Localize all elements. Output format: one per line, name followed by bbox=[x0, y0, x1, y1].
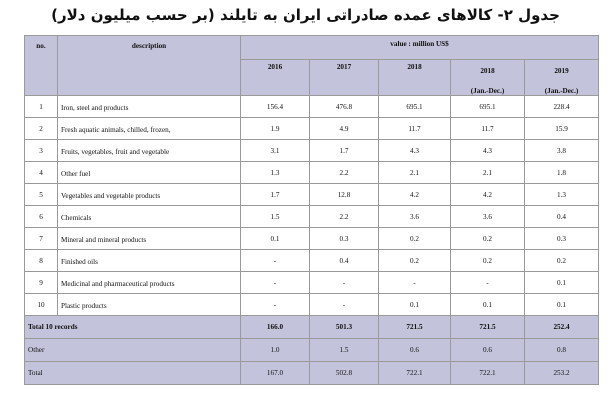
row-description: Medicinal and pharmaceutical products bbox=[58, 272, 241, 294]
row-value: - bbox=[310, 272, 379, 294]
row-value: 4.3 bbox=[379, 140, 451, 162]
row-value: 2.1 bbox=[451, 162, 525, 184]
exports-table bbox=[24, 35, 599, 385]
row-value: 2.2 bbox=[310, 206, 379, 228]
col-header-value-group: value : million US$ bbox=[241, 36, 599, 60]
row-value: 0.1 bbox=[525, 294, 599, 316]
table-row bbox=[25, 206, 599, 228]
row-value: 1.7 bbox=[241, 184, 310, 206]
row-value: 695.1 bbox=[451, 96, 525, 118]
total-10-records-row-label: Total 10 records bbox=[25, 316, 241, 339]
row-value: 1.3 bbox=[241, 162, 310, 184]
row-value: 1.3 bbox=[525, 184, 599, 206]
row-value: 3.6 bbox=[451, 206, 525, 228]
row-description: Vegetables and vegetable products bbox=[58, 184, 241, 206]
table-row bbox=[25, 184, 599, 206]
row-value: 156.4 bbox=[241, 96, 310, 118]
row-description: Mineral and mineral products bbox=[58, 228, 241, 250]
page-title: جدول ۲- کالاهای عمده صادراتی ایران به تایلند (بر حسب میلیون دلار) bbox=[51, 6, 560, 24]
total-row-value: 722.1 bbox=[451, 362, 525, 385]
row-value: 0.2 bbox=[379, 250, 451, 272]
row-value: 2.2 bbox=[310, 162, 379, 184]
other-row-value: 0.6 bbox=[451, 339, 525, 362]
row-value: 3.8 bbox=[525, 140, 599, 162]
total-10-records-row bbox=[25, 316, 599, 339]
row-value: 11.7 bbox=[379, 118, 451, 140]
table-row bbox=[25, 118, 599, 140]
row-value: 11.7 bbox=[451, 118, 525, 140]
row-no: 3 bbox=[25, 140, 58, 162]
table-row bbox=[25, 96, 599, 118]
row-value: - bbox=[241, 272, 310, 294]
row-value: 0.2 bbox=[451, 228, 525, 250]
table-row bbox=[25, 162, 599, 184]
row-value: 3.6 bbox=[379, 206, 451, 228]
total-10-records-row-value: 721.5 bbox=[379, 316, 451, 339]
table-row bbox=[25, 250, 599, 272]
table-row bbox=[25, 228, 599, 250]
col-header-year: 2016 bbox=[241, 60, 310, 96]
total-row-value: 722.1 bbox=[379, 362, 451, 385]
table-row bbox=[25, 272, 599, 294]
row-value: 3.1 bbox=[241, 140, 310, 162]
row-description: Chemicals bbox=[58, 206, 241, 228]
row-no: 5 bbox=[25, 184, 58, 206]
row-description: Other fuel bbox=[58, 162, 241, 184]
row-value: 2.1 bbox=[379, 162, 451, 184]
row-value: 1.8 bbox=[525, 162, 599, 184]
row-value: - bbox=[451, 272, 525, 294]
row-description: Fruits, vegetables, fruit and vegetable bbox=[58, 140, 241, 162]
row-no: 6 bbox=[25, 206, 58, 228]
col-header-description: description bbox=[58, 36, 241, 96]
total-row bbox=[25, 362, 599, 385]
row-value: 1.7 bbox=[310, 140, 379, 162]
row-value: 4.2 bbox=[379, 184, 451, 206]
total-10-records-row-value: 721.5 bbox=[451, 316, 525, 339]
other-row-value: 1.0 bbox=[241, 339, 310, 362]
row-no: 10 bbox=[25, 294, 58, 316]
total-row-value: 502.8 bbox=[310, 362, 379, 385]
row-description: Iron, steel and products bbox=[58, 96, 241, 118]
col-header-year: 2017 bbox=[310, 60, 379, 96]
header-row-1 bbox=[25, 36, 599, 60]
col-header-year: 2018 bbox=[379, 60, 451, 96]
row-value: 0.1 bbox=[525, 272, 599, 294]
row-value: - bbox=[379, 272, 451, 294]
row-value: 228.4 bbox=[525, 96, 599, 118]
row-value: 0.1 bbox=[379, 294, 451, 316]
row-value: 476.8 bbox=[310, 96, 379, 118]
row-value: 1.9 bbox=[241, 118, 310, 140]
row-value: - bbox=[241, 294, 310, 316]
row-value: 0.1 bbox=[241, 228, 310, 250]
col-header-year: 2018 (Jan.-Dec.) bbox=[451, 60, 525, 96]
row-value: - bbox=[241, 250, 310, 272]
row-value: 0.2 bbox=[379, 228, 451, 250]
row-description: Plastic products bbox=[58, 294, 241, 316]
total-10-records-row-value: 501.3 bbox=[310, 316, 379, 339]
row-description: Fresh aquatic animals, chilled, frozen, bbox=[58, 118, 241, 140]
total-10-records-row-value: 166.0 bbox=[241, 316, 310, 339]
row-no: 4 bbox=[25, 162, 58, 184]
total-row-value: 167.0 bbox=[241, 362, 310, 385]
table-row bbox=[25, 140, 599, 162]
row-value: 4.3 bbox=[451, 140, 525, 162]
other-row-label: Other bbox=[25, 339, 241, 362]
total-row-label: Total bbox=[25, 362, 241, 385]
total-10-records-row-value: 252.4 bbox=[525, 316, 599, 339]
table-row bbox=[25, 294, 599, 316]
row-no: 8 bbox=[25, 250, 58, 272]
row-value: 0.4 bbox=[525, 206, 599, 228]
other-row-value: 0.6 bbox=[379, 339, 451, 362]
row-value: - bbox=[310, 294, 379, 316]
total-row-value: 253.2 bbox=[525, 362, 599, 385]
row-description: Finished oils bbox=[58, 250, 241, 272]
row-no: 1 bbox=[25, 96, 58, 118]
other-row-value: 0.8 bbox=[525, 339, 599, 362]
row-value: 15.9 bbox=[525, 118, 599, 140]
row-value: 0.3 bbox=[310, 228, 379, 250]
col-header-year: 2019 (Jan.-Dec.) bbox=[525, 60, 599, 96]
row-value: 0.2 bbox=[451, 250, 525, 272]
row-value: 695.1 bbox=[379, 96, 451, 118]
other-row bbox=[25, 339, 599, 362]
col-header-no: no. bbox=[25, 36, 58, 96]
other-row-value: 1.5 bbox=[310, 339, 379, 362]
row-value: 12.8 bbox=[310, 184, 379, 206]
row-value: 0.3 bbox=[525, 228, 599, 250]
row-no: 9 bbox=[25, 272, 58, 294]
row-value: 4.9 bbox=[310, 118, 379, 140]
row-no: 7 bbox=[25, 228, 58, 250]
row-value: 0.2 bbox=[525, 250, 599, 272]
row-value: 1.5 bbox=[241, 206, 310, 228]
row-value: 4.2 bbox=[451, 184, 525, 206]
row-no: 2 bbox=[25, 118, 58, 140]
row-value: 0.1 bbox=[451, 294, 525, 316]
row-value: 0.4 bbox=[310, 250, 379, 272]
